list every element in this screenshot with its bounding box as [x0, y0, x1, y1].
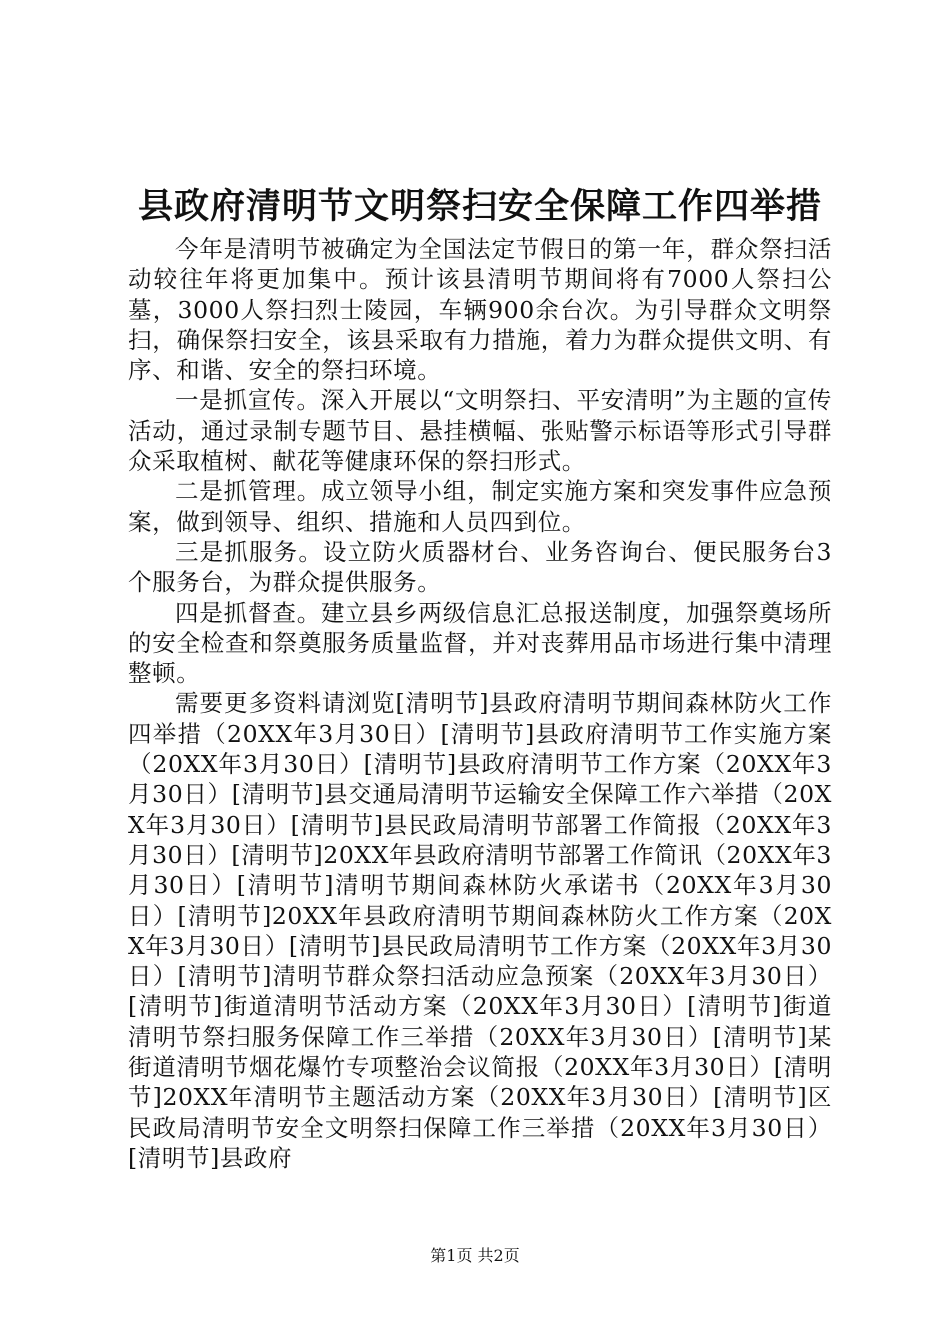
paragraph-related-links: 需要更多资料请浏览[清明节]县政府清明节期间森林防火工作四举措（20XX年3月30日）[清明节]县政府清明节工作实施方案（20XX年3月30日）[清明节]县政府清明节工作方案（20XX年3月30日）[清明节]县交通局清明节运输安全保障工作六举措（20XX年3月30日）[清明节]县民政局清明节部署工作简报（20XX年3月30日）[清明节]20XX年县政府清明节部署工作简讯（20XX年3月30日）[清明节]清明节期间森林防火承诺书（20XX年3月30日）[清明节]20XX年县政府清明节期间森林防火工作方案（20XX年3月30日）[清明节]县民政局清明节工作方案（20XX年3月30日）[清明节]清明节群众祭扫活动应急预案（20XX年3月30日）[清明节]街道清明节活动方案（20XX年3月30日）[清明节]街道清明节祭扫服务保障工作三举措（20XX年3月30日）[清明节]某街道清明节烟花爆竹专项整治会议简报（20XX年3月30日）[清明节]20XX年清明节主题活动方案（20XX年3月30日）[清明节]区民政局清明节安全文明祭扫保障工作三举措（20XX年3月30日）[清明节]县政府	[128, 689, 832, 1172]
document-body	[128, 234, 832, 1173]
paragraph-supervision: 四是抓督查。建立县乡两级信息汇总报送制度，加强祭奠场所的安全检查和祭奠服务质量监督，并对丧葬用品市场进行集中清理整顿。	[128, 598, 832, 688]
page-number-footer: 第1页 共2页	[430, 1246, 520, 1265]
paragraph-management: 二是抓管理。成立领导小组，制定实施方案和突发事件应急预案，做到领导、组织、措施和人员四到位。	[128, 477, 832, 536]
paragraph-intro: 今年是清明节被确定为全国法定节假日的第一年，群众祭扫活动较往年将更加集中。预计该县清明节期间将有7000人祭扫公墓，3000人祭扫烈士陵园，车辆900余台次。为引导群众文明祭扫，确保祭扫安全，该县采取有力措施，着力为群众提供文明、有序、和谐、安全的祭扫环境。	[128, 235, 832, 385]
paragraph-publicity: 一是抓宣传。深入开展以“文明祭扫、平安清明”为主题的宣传活动，通过录制专题节目、悬挂横幅、张贴警示标语等形式引导群众采取植树、献花等健康环保的祭扫形式。	[128, 386, 832, 476]
paragraph-service: 三是抓服务。设立防火质器材台、业务咨询台、便民服务台3个服务台，为群众提供服务。	[128, 537, 832, 597]
document-title: 县政府清明节文明祭扫安全保障工作四举措	[137, 186, 822, 227]
